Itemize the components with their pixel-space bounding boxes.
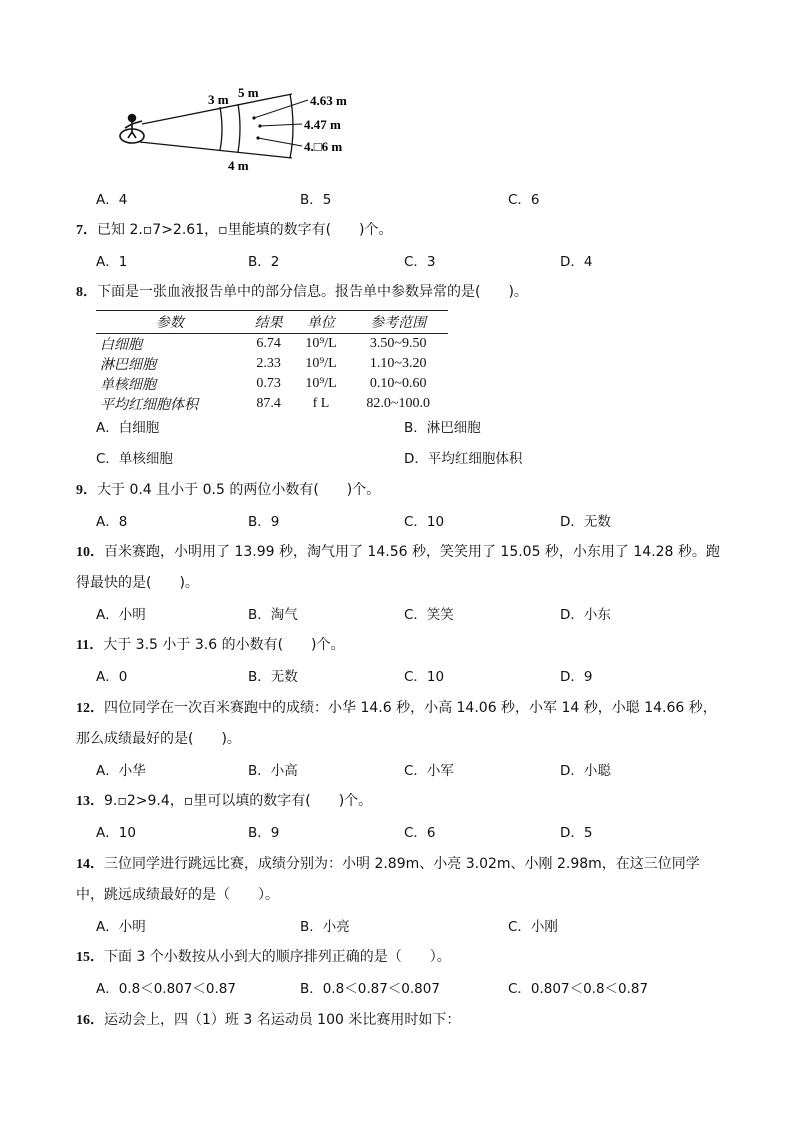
table-cell: 3.50~9.50 <box>369 336 427 351</box>
label-5m: 5 m <box>238 85 259 100</box>
question-10 <box>76 541 720 561</box>
table-header: 参考范围 <box>348 311 448 334</box>
question-text: 四位同学在一次百米赛跑中的成绩：小华 14.6 秒，小高 14.06 秒，小军 14 秒，小聪 14.66 秒， <box>104 700 717 716</box>
label-3m: 3 m <box>208 92 229 107</box>
question-9 <box>76 479 380 499</box>
q9-option-b: B．9 <box>248 514 280 530</box>
thrower-icon <box>125 115 142 139</box>
q14-option-c: C．小刚 <box>508 919 558 935</box>
table-header: 单位 <box>294 311 349 334</box>
question-number: 14． <box>76 857 104 872</box>
q12-option-b: B．小高 <box>248 763 298 779</box>
q7-option-b: B．2 <box>248 254 280 270</box>
table-cell: 平均红细胞体积 <box>100 398 198 413</box>
q8-option-a: A．白细胞 <box>96 420 160 436</box>
question-11 <box>76 634 345 654</box>
table-row <box>96 394 448 414</box>
question-14-line-2: 中，跳远成绩最好的是（ ）。 <box>76 887 279 903</box>
q10-option-b: B．淘气 <box>248 607 298 623</box>
table-cell: 2.33 <box>256 356 281 371</box>
table-cell: 6.74 <box>256 336 281 351</box>
q14-option-a: A．小明 <box>96 919 146 935</box>
q13-option-d: D．5 <box>560 825 593 841</box>
table-cell: 0.73 <box>256 376 281 391</box>
q10-option-d: D．小东 <box>560 607 611 623</box>
question-12-line-2: 那么成绩最好的是( )。 <box>76 731 241 747</box>
q15-option-c: C．0.807＜0.8＜0.87 <box>508 981 649 997</box>
question-number: 9． <box>76 483 97 498</box>
question-number: 8． <box>76 285 97 300</box>
label-4-63m: 4.63 m <box>310 93 347 108</box>
table-row <box>96 334 448 355</box>
q8-option-b: B．淋巴细胞 <box>404 420 481 436</box>
table-cell: 10⁹/L <box>305 376 337 391</box>
table-header: 参数 <box>96 311 244 334</box>
question-text: 三位同学进行跳远比赛，成绩分别为：小明 2.89m、小亮 3.02m、小刚 2.98m，在这三位同学 <box>104 856 700 872</box>
q7-option-d: D．4 <box>560 254 593 270</box>
table-cell: 87.4 <box>256 396 281 411</box>
question-10-line-2: 得最快的是( )。 <box>76 575 199 591</box>
shot-put-figure <box>112 80 372 172</box>
q10-option-a: A．小明 <box>96 607 146 623</box>
q11-option-d: D．9 <box>560 669 593 685</box>
table-cell: 10⁹/L <box>305 336 337 351</box>
question-8 <box>76 281 528 301</box>
q11-option-b: B．无数 <box>248 669 298 685</box>
table-header-row <box>96 311 448 334</box>
q12-option-c: C．小军 <box>404 763 454 779</box>
question-text: 下面 3 个小数按从小到大的顺序排列正确的是（ ）。 <box>104 949 451 965</box>
question-text: 已知 2.▫7>2.61，▫里能填的数字有( )个。 <box>97 222 393 238</box>
table-cell: 10⁹/L <box>305 356 337 371</box>
question-text: 下面是一张血液报告单中的部分信息。报告单中参数异常的是( )。 <box>97 284 528 300</box>
q7-option-a: A．1 <box>96 254 128 270</box>
table-row <box>96 374 448 394</box>
q15-option-b: B．0.8＜0.87＜0.807 <box>300 981 440 997</box>
question-number: 11． <box>76 638 104 653</box>
q11-option-a: A．0 <box>96 669 128 685</box>
q6-option-a: A．4 <box>96 192 128 208</box>
question-number: 13． <box>76 794 104 809</box>
question-number: 10． <box>76 545 104 560</box>
table-cell: 82.0~100.0 <box>366 396 430 411</box>
q10-option-c: C．笑笑 <box>404 607 454 623</box>
q12-option-d: D．小聪 <box>560 763 611 779</box>
question-text: 运动会上，四（1）班 3 名运动员 100 米比赛用时如下： <box>104 1012 461 1028</box>
q14-option-b: B．小亮 <box>300 919 350 935</box>
q6-option-c: C．6 <box>508 192 540 208</box>
question-text: 大于 0.4 且小于 0.5 的两位小数有( )个。 <box>97 482 381 498</box>
question-text: 百米赛跑，小明用了 13.99 秒，淘气用了 14.56 秒，笑笑用了 15.05 秒，小东用了 14.28 秒。跑 <box>104 544 720 560</box>
q9-option-a: A．8 <box>96 514 128 530</box>
question-7 <box>76 219 393 239</box>
question-text: 9.▫2>9.4，▫里可以填的数字有( )个。 <box>104 793 373 809</box>
q13-option-a: A．10 <box>96 825 136 841</box>
question-number: 16． <box>76 1013 104 1028</box>
question-number: 12． <box>76 701 104 716</box>
question-number: 15． <box>76 950 104 965</box>
question-14 <box>76 853 700 873</box>
table-cell: 白细胞 <box>100 338 142 353</box>
table-cell: 0.10~0.60 <box>369 376 427 391</box>
question-12 <box>76 697 717 717</box>
q6-option-b: B．5 <box>300 192 332 208</box>
q13-option-c: C．6 <box>404 825 436 841</box>
q15-option-a: A．0.8＜0.807＜0.87 <box>96 981 236 997</box>
q12-option-a: A．小华 <box>96 763 146 779</box>
q11-option-c: C．10 <box>404 669 445 685</box>
q9-option-c: C．10 <box>404 514 445 530</box>
table-cell: 淋巴细胞 <box>100 358 156 373</box>
question-text: 大于 3.5 小于 3.6 的小数有( )个。 <box>103 637 345 653</box>
question-13 <box>76 790 372 810</box>
label-4-x6m: 4.□6 m <box>304 139 343 154</box>
question-16 <box>76 1009 460 1029</box>
q13-option-b: B．9 <box>248 825 280 841</box>
q8-option-d: D．平均红细胞体积 <box>404 451 523 467</box>
q8-option-c: C．单核细胞 <box>96 451 173 467</box>
q7-option-c: C．3 <box>404 254 436 270</box>
blood-report-table <box>96 310 448 414</box>
q9-option-d: D．无数 <box>560 514 611 530</box>
question-number: 7． <box>76 223 97 238</box>
question-15 <box>76 946 451 966</box>
label-4-47m: 4.47 m <box>304 117 341 132</box>
table-header: 结果 <box>244 311 294 334</box>
table-cell: 单核细胞 <box>100 378 156 393</box>
table-cell: 1.10~3.20 <box>369 356 427 371</box>
table-row <box>96 354 448 374</box>
table-cell: f L <box>312 396 330 411</box>
label-4m: 4 m <box>228 158 249 172</box>
